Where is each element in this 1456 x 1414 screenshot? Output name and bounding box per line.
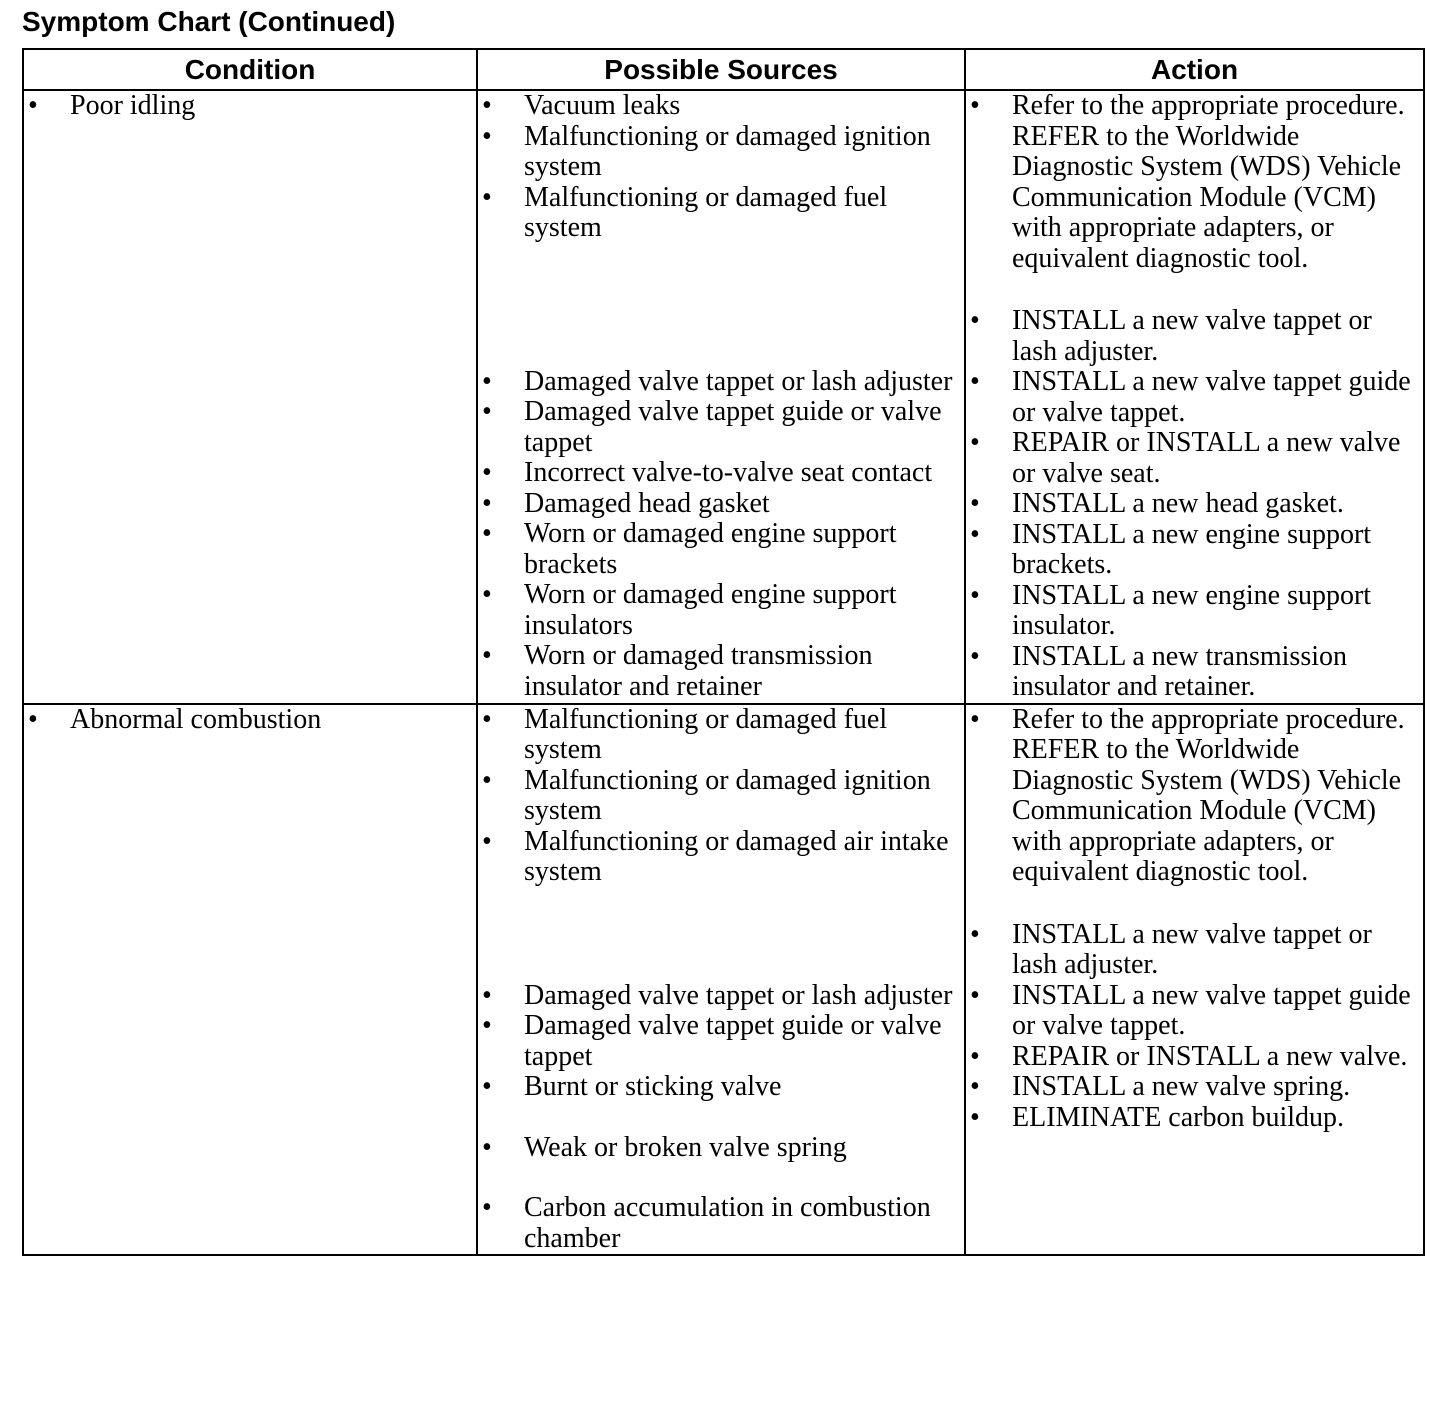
sources-cell: [477, 90, 965, 704]
chart-title: Symptom Chart (Continued): [22, 6, 396, 37]
source-item: • Worn or damaged transmission insulator and retainer: [478, 641, 964, 702]
action-cell: [965, 704, 1424, 1256]
action-item: • ELIMINATE carbon buildup.: [966, 1103, 1423, 1134]
actions-group: [966, 91, 1423, 274]
actions-group: [966, 306, 1423, 703]
header-condition: Condition: [23, 49, 477, 90]
actions-group: [966, 705, 1423, 888]
source-item: • Damaged valve tappet or lash adjuster: [478, 981, 964, 1012]
source-item: • Worn or damaged engine support insulators: [478, 580, 964, 641]
action-item: • INSTALL a new transmission insulator and retainer.: [966, 642, 1423, 703]
sources-group: [478, 367, 964, 703]
header-row: [23, 49, 1424, 90]
action-item: • INSTALL a new head gasket.: [966, 489, 1423, 520]
source-item: • Damaged head gasket: [478, 489, 964, 520]
source-item: • Malfunctioning or damaged air intake system: [478, 827, 964, 888]
action-item: • Refer to the appropriate procedure. REFER to the Worldwide Diagnostic System (WDS) Vehicle Communication Module (VCM) with appropriate adapters, or equivalent diagnostic tool.: [966, 705, 1423, 888]
sources-cell: [477, 704, 965, 1256]
action-item: • REPAIR or INSTALL a new valve or valve seat.: [966, 428, 1423, 489]
symptom-table: [22, 48, 1425, 1256]
condition-item: • Abnormal combustion: [24, 705, 476, 736]
source-item: • Damaged valve tappet guide or valve tappet: [478, 397, 964, 458]
action-item: • INSTALL a new engine support insulator.: [966, 581, 1423, 642]
action-item: • INSTALL a new valve tappet guide or valve tappet.: [966, 981, 1423, 1042]
table-row: [23, 90, 1424, 704]
action-cell: [965, 90, 1424, 704]
source-item: • Damaged valve tappet or lash adjuster: [478, 367, 964, 398]
source-item: • Incorrect valve-to-valve seat contact: [478, 458, 964, 489]
source-item: • Vacuum leaks: [478, 91, 964, 122]
action-item: • REPAIR or INSTALL a new valve.: [966, 1042, 1423, 1073]
action-item: • INSTALL a new valve spring.: [966, 1072, 1423, 1103]
source-item: • Malfunctioning or damaged ignition system: [478, 122, 964, 183]
source-item: • Malfunctioning or damaged fuel system: [478, 183, 964, 244]
action-item: • INSTALL a new valve tappet guide or valve tappet.: [966, 367, 1423, 428]
source-item: • Worn or damaged engine support brackets: [478, 519, 964, 580]
sources-group: [478, 91, 964, 244]
header-action: Action: [965, 49, 1424, 90]
condition-cell: [23, 90, 477, 704]
source-item: • Carbon accumulation in combustion chamber: [478, 1193, 964, 1254]
condition-cell: [23, 704, 477, 1256]
source-item: • Burnt or sticking valve: [478, 1072, 964, 1103]
action-item: • Refer to the appropriate procedure. REFER to the Worldwide Diagnostic System (WDS) Vehicle Communication Module (VCM) with appropriate adapters, or equivalent diagnostic tool.: [966, 91, 1423, 274]
source-item: • Malfunctioning or damaged ignition system: [478, 766, 964, 827]
action-item: • INSTALL a new valve tappet or lash adjuster.: [966, 920, 1423, 981]
table-row: [23, 704, 1424, 1256]
source-item: • Weak or broken valve spring: [478, 1133, 964, 1164]
source-item: • Malfunctioning or damaged fuel system: [478, 705, 964, 766]
header-possible-sources: Possible Sources: [477, 49, 965, 90]
condition-item: • Poor idling: [24, 91, 476, 122]
source-item: • Damaged valve tappet guide or valve tappet: [478, 1011, 964, 1072]
sources-group: [478, 981, 964, 1255]
actions-group: [966, 920, 1423, 1134]
action-item: • INSTALL a new valve tappet or lash adjuster.: [966, 306, 1423, 367]
sources-group: [478, 705, 964, 888]
action-item: • INSTALL a new engine support brackets.: [966, 520, 1423, 581]
